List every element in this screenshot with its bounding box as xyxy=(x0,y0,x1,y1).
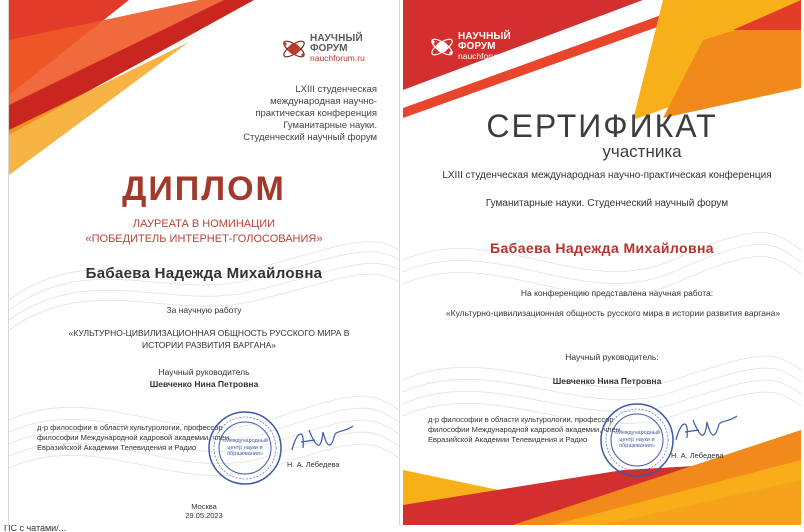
certificate-conference: LXIII студенческая международная научно-практическая конференция xyxy=(442,170,772,181)
logo-url: nauchforum.ru xyxy=(310,53,365,64)
diploma-work-label: За научную работу xyxy=(166,305,242,315)
diploma-signer-description: д-р философии в области культурологии, профессор философии Международной кадровой академии, член Евразийской Академии Телевидения и Радио xyxy=(37,423,229,452)
footer-partial xyxy=(0,525,804,532)
diploma-work-title: «КУЛЬТУРНО-ЦИВИЛИЗАЦИОННАЯ ОБЩНОСТЬ РУССКОГО МИРА В ИСТОРИИ РАЗВИТИЯ ВАРГАНА» xyxy=(68,328,350,350)
diploma-date: 29.05.2023 xyxy=(185,511,223,520)
certificate-supervisor-label: Научный руководитель: xyxy=(565,352,659,362)
atom-logo-icon xyxy=(429,34,455,60)
diploma-conference: LXIII студенческая международная научно-практическая конференция Гуманитарные науки. Студенческий научный форум xyxy=(243,84,377,143)
diploma-page xyxy=(8,0,400,525)
logo-line1: НАУЧНЫЙ xyxy=(310,33,363,44)
diploma-supervisor-label: Научный руководитель xyxy=(158,367,250,377)
logo xyxy=(429,32,513,61)
signature-icon xyxy=(671,410,741,452)
certificate-signer-description: д-р философии в области культурологии, профессор философии Международной кадровой академии, член Евразийской Академии Телевидения и Радио xyxy=(428,415,620,444)
diploma-place-date xyxy=(9,502,399,520)
logo-url: nauchforum.ru xyxy=(458,51,513,62)
logo-line2: ФОРУМ xyxy=(458,41,496,53)
logo xyxy=(281,34,365,63)
diploma-recipient-name: Бабаева Надежда Михайловна xyxy=(85,265,323,282)
footer-partial-text: ПС с чатами/... xyxy=(4,525,67,532)
diploma-subtitle-1: ЛАУРЕАТА В НОМИНАЦИИ xyxy=(132,218,276,230)
stamp-text: «Международный центр науки и образования» xyxy=(222,438,268,457)
certificate-supervisor: Шевченко Нина Петровна xyxy=(552,376,662,386)
certificate-recipient-name: Бабаева Надежда Михайловна xyxy=(490,240,714,256)
diploma-title: ДИПЛОМ xyxy=(122,170,286,208)
certificate-work-title: «Культурно-цивилизационная общность русского мира в истории развития варгана» xyxy=(445,308,781,318)
diploma-supervisor: Шевченко Нина Петровна xyxy=(149,379,259,389)
diploma-signer-name: Н. А. Лебедева xyxy=(287,460,340,469)
diploma-subtitle-2: «ПОБЕДИТЕЛЬ ИНТЕРНЕТ-ГОЛОСОВАНИЯ» xyxy=(85,233,323,245)
stamp-text: «Международный центр науки и образования» xyxy=(614,430,660,449)
logo-line2: ФОРУМ xyxy=(310,43,348,55)
atom-logo-icon xyxy=(281,36,307,62)
certificate-signer-name: Н. А. Лебедева xyxy=(671,451,724,460)
signature-icon xyxy=(287,420,357,462)
certificate-title: СЕРТИФИКАТ xyxy=(486,108,718,144)
diploma-city: Москва xyxy=(191,502,217,511)
certificate-page xyxy=(403,0,801,525)
certificate-subtitle: участника xyxy=(602,142,682,161)
certificate-section: Гуманитарные науки. Студенческий научный форум xyxy=(485,198,729,209)
certificate-work-label: На конференцию представлена научная работа: xyxy=(520,288,714,298)
logo-line1: НАУЧНЫЙ xyxy=(458,31,511,42)
